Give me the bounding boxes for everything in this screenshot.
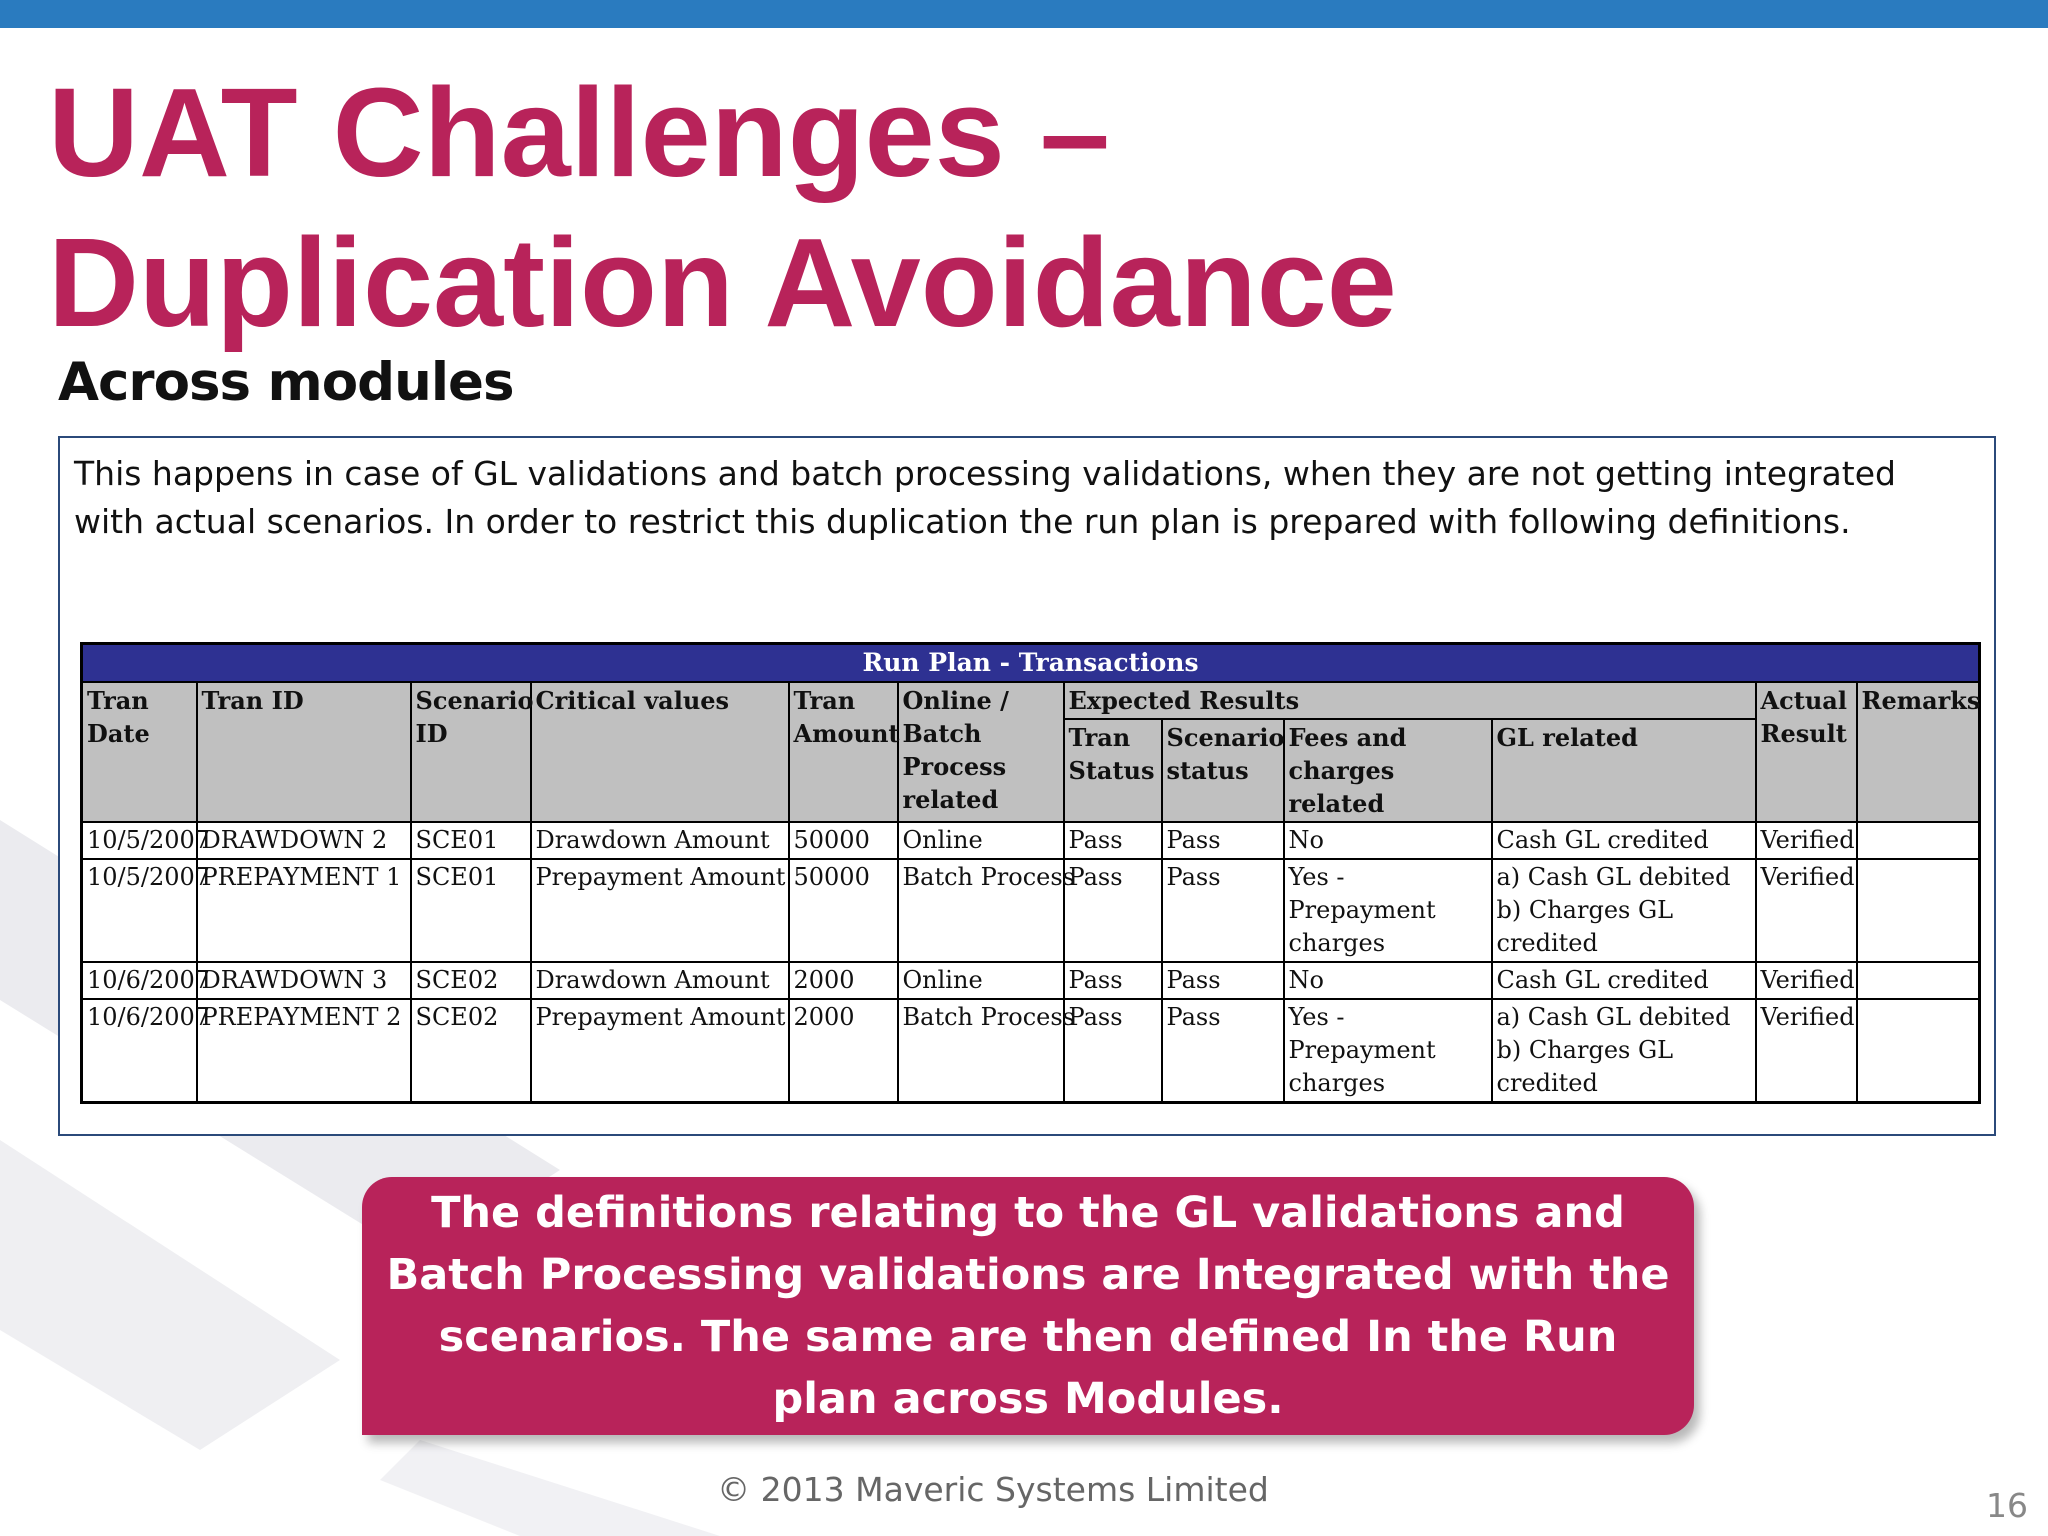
header-expected-results: Expected Results xyxy=(1064,682,1756,719)
header-fees-charges: Fees and charges related xyxy=(1284,719,1492,822)
cell-mode: Batch Process xyxy=(898,999,1064,1103)
callout-box xyxy=(362,1177,1694,1435)
cell-critical: Drawdown Amount xyxy=(531,822,789,859)
cell-date: 10/6/2007 xyxy=(82,962,197,999)
cell-fees: Yes - Prepayment charges xyxy=(1284,859,1492,962)
table-row xyxy=(82,962,1980,999)
header-tran-status: Tran Status xyxy=(1064,719,1162,822)
cell-scenario: SCE01 xyxy=(411,859,531,962)
cell-mode: Online xyxy=(898,822,1064,859)
cell-gl: Cash GL credited xyxy=(1492,962,1756,999)
cell-tran-id: PREPAYMENT 1 xyxy=(197,859,411,962)
cell-tran-status: Pass xyxy=(1064,822,1162,859)
run-plan-table xyxy=(80,642,1981,1104)
cell-gl: a) Cash GL debited b) Charges GL credited xyxy=(1492,999,1756,1103)
cell-scenario-status: Pass xyxy=(1162,822,1284,859)
header-remarks: Remarks xyxy=(1857,682,1980,822)
callout-text: The definitions relating to the GL validations and Batch Processing validations are Integrated with the scenarios. The same are then defined In the Run plan across Modules. xyxy=(386,1188,1670,1424)
cell-tran-status: Pass xyxy=(1064,962,1162,999)
content-box xyxy=(58,436,1996,1136)
cell-amount: 2000 xyxy=(789,962,898,999)
cell-tran-status: Pass xyxy=(1064,999,1162,1103)
table-title: Run Plan - Transactions xyxy=(82,644,1980,683)
cell-scenario-status: Pass xyxy=(1162,859,1284,962)
cell-date: 10/5/2007 xyxy=(82,822,197,859)
cell-actual: Verified xyxy=(1756,859,1857,962)
header-tran-amount: Tran Amount xyxy=(789,682,898,822)
cell-critical: Prepayment Amount xyxy=(531,859,789,962)
cell-tran-id: PREPAYMENT 2 xyxy=(197,999,411,1103)
cell-fees: No xyxy=(1284,962,1492,999)
cell-remarks xyxy=(1857,999,1980,1103)
cell-fees: Yes - Prepayment charges xyxy=(1284,999,1492,1103)
header-online-batch: Online / Batch Process related xyxy=(898,682,1064,822)
cell-date: 10/6/2007 xyxy=(82,999,197,1103)
header-scenario-id: Scenario ID xyxy=(411,682,531,822)
cell-tran-status: Pass xyxy=(1064,859,1162,962)
cell-gl: a) Cash GL debited b) Charges GL credited xyxy=(1492,859,1756,962)
cell-mode: Batch Process xyxy=(898,859,1064,962)
header-tran-date: Tran Date xyxy=(82,682,197,822)
table-row xyxy=(82,999,1980,1103)
cell-date: 10/5/2007 xyxy=(82,859,197,962)
cell-amount: 50000 xyxy=(789,859,898,962)
cell-fees: No xyxy=(1284,822,1492,859)
page-number: 16 xyxy=(1986,1486,2028,1525)
cell-remarks xyxy=(1857,859,1980,962)
cell-scenario-status: Pass xyxy=(1162,999,1284,1103)
header-tran-id: Tran ID xyxy=(197,682,411,822)
header-critical-values: Critical values xyxy=(531,682,789,822)
cell-critical: Drawdown Amount xyxy=(531,962,789,999)
cell-critical: Prepayment Amount xyxy=(531,999,789,1103)
slide-subtitle: Across modules xyxy=(58,352,514,413)
cell-actual: Verified xyxy=(1756,822,1857,859)
table-row xyxy=(82,822,1980,859)
cell-tran-id: DRAWDOWN 3 xyxy=(197,962,411,999)
header-gl-related: GL related xyxy=(1492,719,1756,822)
header-scenario-status: Scenario status xyxy=(1162,719,1284,822)
cell-scenario-status: Pass xyxy=(1162,962,1284,999)
footer-copyright: © 2013 Maveric Systems Limited xyxy=(717,1470,1269,1509)
cell-amount: 50000 xyxy=(789,822,898,859)
cell-mode: Online xyxy=(898,962,1064,999)
table-row xyxy=(82,859,1980,962)
intro-text: This happens in case of GL validations and batch processing validations, when they are not getting integrated with actual scenarios. In order to restrict this duplication the run plan is prepared with following definitions. xyxy=(74,454,1896,541)
cell-tran-id: DRAWDOWN 2 xyxy=(197,822,411,859)
cell-actual: Verified xyxy=(1756,999,1857,1103)
cell-scenario: SCE02 xyxy=(411,999,531,1103)
cell-actual: Verified xyxy=(1756,962,1857,999)
cell-remarks xyxy=(1857,822,1980,859)
cell-gl: Cash GL credited xyxy=(1492,822,1756,859)
slide-title: UAT Challenges – Duplication Avoidance xyxy=(48,62,1397,353)
cell-remarks xyxy=(1857,962,1980,999)
cell-amount: 2000 xyxy=(789,999,898,1103)
cell-scenario: SCE02 xyxy=(411,962,531,999)
cell-scenario: SCE01 xyxy=(411,822,531,859)
header-actual-result: Actual Result xyxy=(1756,682,1857,822)
